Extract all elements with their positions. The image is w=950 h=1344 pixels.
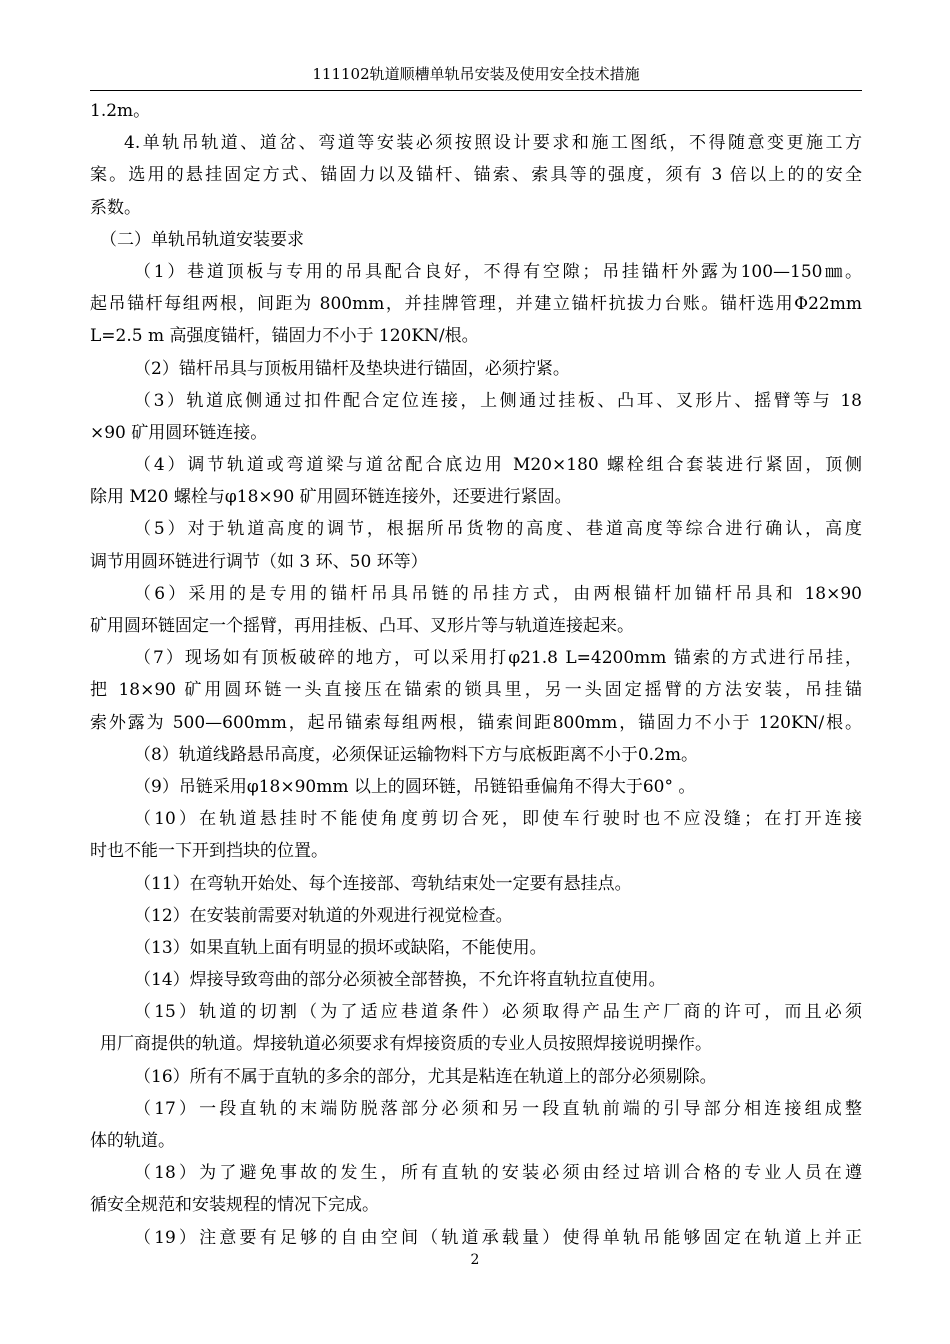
text-line: （9）吊链采用φ18×90mm 以上的圆环链，吊链铅垂偏角不得大于60° 。 — [134, 776, 696, 797]
text-line: （5）对于轨道高度的调节，根据所吊货物的高度、巷道高度等综合进行确认，高度 — [134, 519, 862, 540]
section-heading: （二）单轨吊轨道安装要求 — [100, 229, 304, 250]
text-line: 调节用圆环链进行调节（如 3 环、50 环等） — [90, 551, 428, 572]
text-line: 循安全规范和安装规程的情况下完成。 — [90, 1195, 379, 1216]
text-line: （6）采用的是专用的锚杆吊具吊链的吊挂方式，由两根锚杆加锚杆吊具和 18×90 — [134, 583, 862, 604]
text-line: （1）巷道顶板与专用的吊具配合良好，不得有空隙；吊挂锚杆外露为100—150㎜。 — [134, 261, 862, 282]
page-header: 111102轨道顺槽单轨吊安装及使用安全技术措施 — [312, 65, 640, 83]
text-line: L=2.5 m 高强度锚杆，锚固力不小于 120KN/根。 — [90, 326, 479, 347]
text-line: （15）轨道的切割（为了适应巷道条件）必须取得产品生产厂商的许可，而且必须 — [134, 1002, 862, 1023]
text-line: 矿用圆环链固定一个摇臂，再用挂板、凸耳、叉形片等与轨道连接起来。 — [90, 616, 634, 636]
text-line: （16）所有不属于直轨的多余的部分，尤其是粘连在轨道上的部分必须剔除。 — [134, 1066, 717, 1087]
text-line: 用厂商提供的轨道。焊接轨道必须要求有焊接资质的专业人员按照焊接说明操作。 — [100, 1034, 712, 1055]
text-line: （18）为了避免事故的发生，所有直轨的安装必须由经过培训合格的专业人员在遵 — [134, 1163, 862, 1184]
text-line: 时也不能一下开到挡块的位置。 — [90, 841, 328, 862]
text-line: （7）现场如有顶板破碎的地方，可以采用打φ21.8 L=4200mm 锚索的方式进行吊挂， — [134, 648, 862, 669]
text-line: （8）轨道线路悬吊高度，必须保证运输物料下方与底板距离不小于0.2m。 — [134, 744, 698, 765]
text-line: 系数。 — [90, 197, 141, 218]
text-line: ×90 矿用圆环链连接。 — [90, 422, 268, 443]
text-line: （12）在安装前需要对轨道的外观进行视觉检查。 — [134, 905, 513, 926]
text-line: （14）焊接导致弯曲的部分必须被全部替换，不允许将直轨拉直使用。 — [134, 970, 666, 991]
header-rule — [90, 90, 862, 91]
text-line: （4）调节轨道或弯道梁与道岔配合底边用 M20×180 螺栓组合套装进行紧固，顶侧 — [134, 455, 862, 476]
page-number: 2 — [470, 1252, 480, 1268]
text-line: 体的轨道。 — [90, 1131, 175, 1151]
text-line: （3）轨道底侧通过扣件配合定位连接，上侧通过挂板、凸耳、叉形片、摇臂等与 18 — [134, 390, 862, 411]
document-body — [90, 95, 862, 1254]
text-line: （17）一段直轨的末端防脱落部分必须和另一段直轨前端的引导部分相连接组成整 — [134, 1098, 862, 1119]
text-line: 把 18×90 矿用圆环链一头直接压在锚索的锁具里，另一头固定摇臂的方法安装，吊挂锚 — [90, 680, 862, 701]
text-line: （13）如果直轨上面有明显的损坏或缺陷，不能使用。 — [134, 937, 547, 958]
text-line: 起吊锚杆每组两根，间距为 800mm，并挂牌管理，并建立锚杆抗拔力台账。锚杆选用Φ22mm — [90, 294, 862, 315]
text-line: （19）注意要有足够的自由空间（轨道承载量）使得单轨吊能够固定在轨道上并正 — [134, 1227, 862, 1248]
text-line: （11）在弯轨开始处、每个连接部、弯轨结束处一定要有悬挂点。 — [134, 873, 632, 894]
text-line: 4.单轨吊轨道、道岔、弯道等安装必须按照设计要求和施工图纸，不得随意变更施工方 — [124, 133, 862, 154]
text-line: 索外露为 500—600mm，起吊锚索每组两根，锚索间距800mm，锚固力不小于 120KN/根。 — [90, 712, 862, 733]
text-line: 案。选用的悬挂固定方式、锚固力以及锚杆、锚索、索具等的强度，须有 3 倍以上的的安全 — [90, 165, 862, 186]
text-line: 除用 M20 螺栓与φ18×90 矿用圆环链连接外，还要进行紧固。 — [90, 487, 572, 508]
text-line: 1.2m。 — [90, 101, 151, 121]
text-line: （2）锚杆吊具与顶板用锚杆及垫块进行锚固，必须拧紧。 — [134, 358, 570, 379]
text-line: （10）在轨道悬挂时不能使角度剪切合死，即使车行驶时也不应没缝；在打开连接 — [134, 809, 862, 830]
